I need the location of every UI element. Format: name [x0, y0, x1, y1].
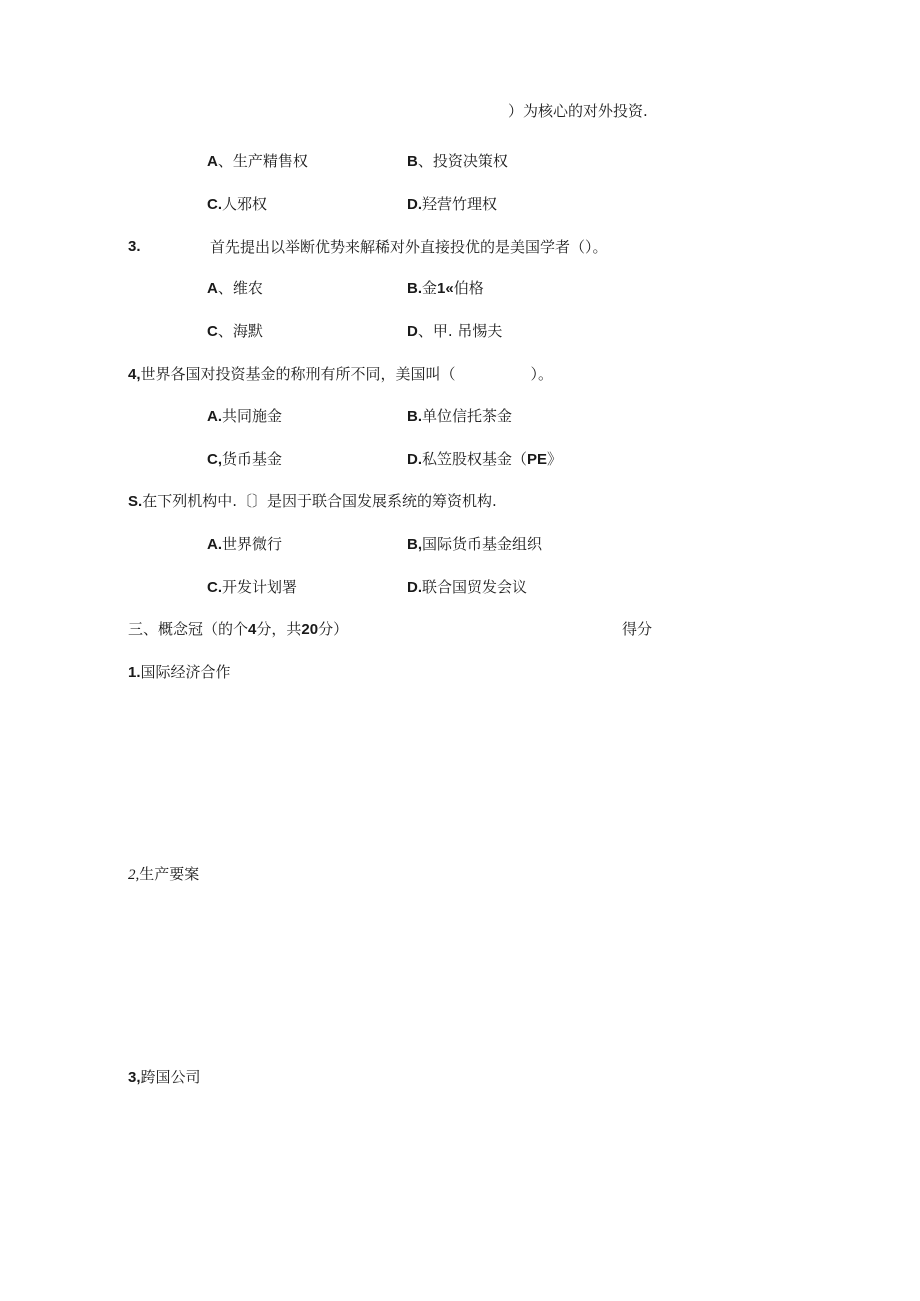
- concept-text: 跨国公司: [140, 1068, 201, 1086]
- concept-number: 3,: [128, 1069, 141, 1086]
- option-letter: C.: [207, 579, 222, 596]
- option-letter: A: [207, 280, 218, 297]
- option-text: 人邪权: [222, 195, 268, 213]
- question-3-number: 3.: [128, 238, 141, 255]
- option-text: 金: [422, 279, 438, 297]
- option-text: 货币基金: [222, 450, 283, 468]
- concept-text: 生产要案: [139, 865, 200, 883]
- option-letter: C,: [207, 451, 222, 468]
- option-letter: B: [407, 153, 418, 170]
- question-2-stem-end: ）为核心的对外投资.: [508, 102, 648, 120]
- option-text: 羟营竹理权: [422, 195, 498, 213]
- option-letter: C: [207, 323, 218, 340]
- option-text: 联合国贸发会议: [422, 578, 528, 596]
- option-text-end: 》: [547, 450, 563, 468]
- score-label: 得分: [622, 620, 653, 638]
- question-5-number: S.: [128, 493, 143, 510]
- q4-option-b: [407, 406, 512, 427]
- option-letter: C.: [207, 196, 222, 213]
- option-letter: A.: [207, 536, 222, 553]
- question-5: [128, 491, 497, 512]
- concept-text: 国际经济合作: [140, 663, 231, 681]
- q4-option-c: [207, 449, 282, 470]
- q3-option-a: [207, 278, 263, 299]
- q2-option-a: [207, 151, 308, 172]
- section-3-title: [128, 619, 348, 640]
- option-letter: D: [407, 323, 418, 340]
- option-text: 、投资决策权: [417, 152, 508, 170]
- option-letter: A.: [207, 408, 222, 425]
- question-4-stem: 世界各国对投资基金的称刑有所不同，美国叫（ ）。: [140, 365, 554, 383]
- section-title-part: 分）: [318, 620, 349, 638]
- concept-item-3: [128, 1067, 201, 1088]
- option-text: 开发计划署: [222, 578, 298, 596]
- concept-number: 1.: [128, 664, 141, 681]
- q5-option-a: [207, 534, 282, 555]
- concept-item-2: [128, 864, 199, 885]
- option-letter: B,: [407, 536, 422, 553]
- option-text: 、海默: [217, 322, 263, 340]
- section-title-number: 20: [301, 621, 319, 638]
- option-text-end: 伯格: [453, 279, 484, 297]
- option-text-bold: 1«: [437, 280, 454, 297]
- option-text: 、生产精售权: [217, 152, 308, 170]
- option-text: 共同施金: [222, 407, 283, 425]
- q3-option-d: [407, 321, 502, 342]
- option-text: 、维农: [217, 279, 263, 297]
- option-letter: B.: [407, 408, 422, 425]
- q3-option-b: [407, 278, 484, 299]
- concept-number: 2,: [128, 867, 140, 883]
- question-4: [128, 364, 553, 385]
- concept-item-1: [128, 662, 231, 683]
- q2-option-b: [407, 151, 508, 172]
- q5-option-b: [407, 534, 542, 555]
- option-text-bold: PE: [527, 451, 548, 468]
- q3-option-c: [207, 321, 263, 342]
- section-title-part: 分，共: [256, 620, 302, 638]
- q5-option-c: [207, 577, 297, 598]
- q4-option-a: [207, 406, 282, 427]
- question-3-stem: 首先提出以举断优势来解稀对外直接投优的是美国学者（）。: [210, 238, 608, 256]
- section-title-number: 4: [248, 621, 257, 638]
- q2-option-c: [207, 194, 267, 215]
- option-letter: D.: [407, 451, 422, 468]
- option-text: 国际货币基金组织: [422, 535, 543, 553]
- q4-option-d: [407, 449, 562, 470]
- question-5-stem: 在下列机构中.〔〕是因于联合国发展系统的筹资机构.: [142, 492, 497, 510]
- option-text: 私笠股权基金（: [422, 450, 528, 468]
- option-text: 世界微行: [222, 535, 283, 553]
- option-text: 、甲. 吊惕夫: [417, 322, 503, 340]
- option-text: 单位信托茶金: [422, 407, 513, 425]
- option-letter: B.: [407, 280, 422, 297]
- option-letter: D.: [407, 196, 422, 213]
- section-title-part: 三、概念冠（的个: [128, 620, 249, 638]
- question-4-number: 4,: [128, 366, 141, 383]
- q2-option-d: [407, 194, 497, 215]
- q5-option-d: [407, 577, 527, 598]
- option-letter: A: [207, 153, 218, 170]
- option-letter: D.: [407, 579, 422, 596]
